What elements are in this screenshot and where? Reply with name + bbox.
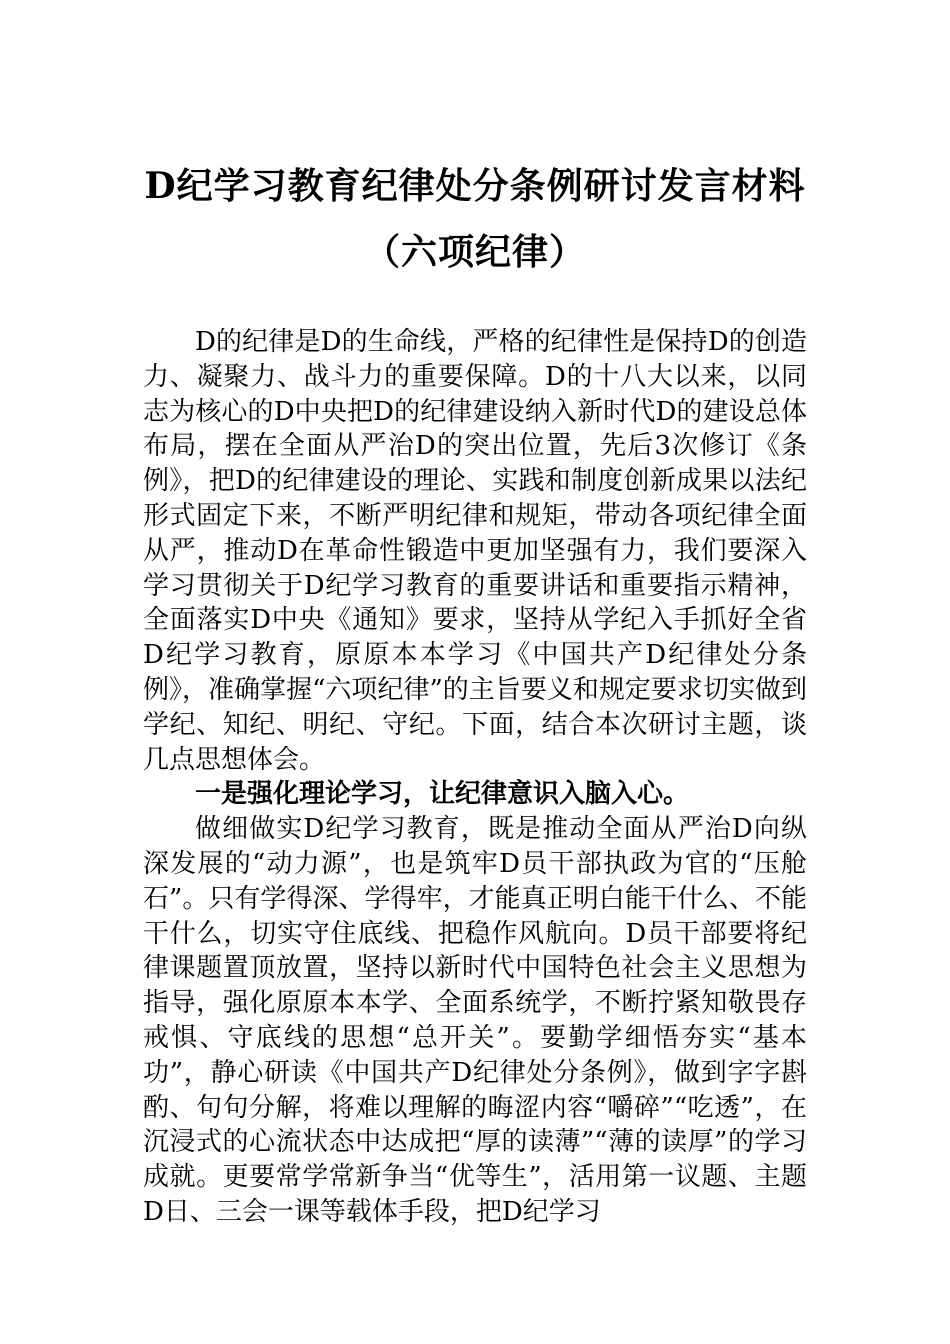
document-body: [143, 325, 807, 1230]
document-subtitle: （六项纪律）: [363, 231, 586, 273]
paragraph-section-1: 做细做实D纪学习教育，既是推动全面从严治D向纵深发展的“动力源”，也是筑牢D员干部执政为官的“压舱石”。只有学得深、学得牢，才能真正明白能干什么、不能干什么，切实守住底线、把稳作风航向。D员干部要将纪律课题置顶放置，坚持以新时代中国特色社会主义思想为指导，强化原原本本学、全面系统学，不断拧紧知敬畏存戒惧、守底线的思想“总开关”。要勤学细悟夯实“基本功”，静心研读《中国共产D纪律处分条例》，做到字字斟酌、句句分解，将难以理解的晦涩内容“嚼碎”“吃透”，在沉浸式的心流状态中达成把“厚的读薄”“薄的读厚”的学习成就。更要常学常新争当“优等生”，活用第一议题、主题D日、三会一课等载体手段，把D纪学习: [143, 814, 807, 1227]
paragraph-intro: D的纪律是D的生命线，严格的纪律性是保持D的创造力、凝聚力、战斗力的重要保障。D的十八大以来，以同志为核心的D中央把D的纪律建设纳入新时代D的建设总体布局，摆在全面从严治D的突出位置，先后3次修订《条例》，把D的纪律建设的理论、实践和制度创新成果以法纪形式固定下来，不断严明纪律和规矩，带动各项纪律全面从严，推动D在革命性锻造中更加坚强有力，我们要深入学习贯彻关于D纪学习教育的重要讲话和重要指示精神，全面落实D中央《通知》要求，坚持从学纪入手抓好全省D纪学习教育，原原本本学习《中国共产D纪律处分条例》，准确掌握“六项纪律”的主旨要义和规定要求切实做到学纪、知纪、明纪、守纪。下面，结合本次研讨主题，谈几点思想体会。: [143, 327, 807, 775]
section-heading-1: 一是强化理论学习，让纪律意识入脑入心。: [195, 779, 690, 810]
document-title: D纪学习教育纪律处分条例研讨发言材料: [144, 165, 806, 207]
